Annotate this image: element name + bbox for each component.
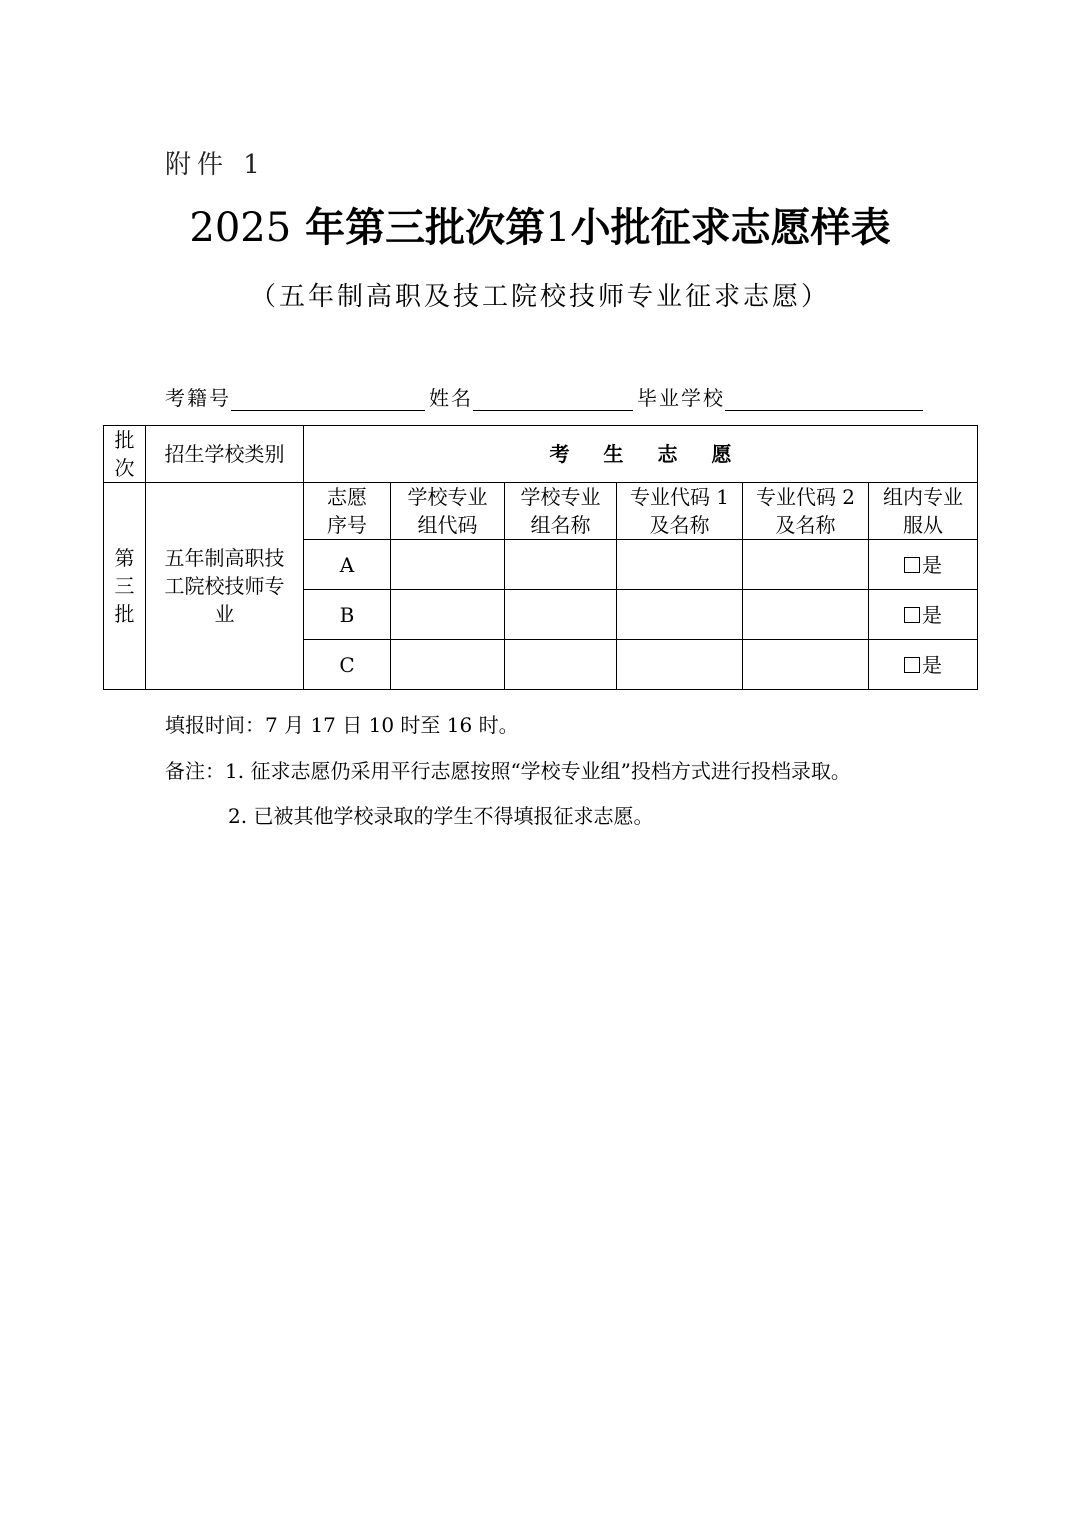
name-label: 姓名 (429, 386, 473, 410)
major2-cell[interactable] (743, 590, 869, 640)
obey-checkbox[interactable] (904, 557, 920, 573)
fill-time-note: 填报时间：7 月 17 日 10 时至 16 时。 (165, 713, 519, 737)
major2-header: 专业代码 2 及名称 (743, 483, 869, 540)
major2-cell[interactable] (743, 540, 869, 590)
obey-cell (869, 640, 978, 690)
wishes-header: 考生志愿 (304, 426, 978, 483)
seq-cell: C (304, 640, 391, 690)
category-value: 五年制高职技工院校技师专业 (146, 483, 304, 690)
batch-header: 批次 (104, 426, 146, 483)
remark-2: 2. 已被其他学校录取的学生不得填报征求志愿。 (228, 804, 654, 828)
group-name-cell[interactable] (505, 540, 617, 590)
group-name-header: 学校专业组名称 (505, 483, 617, 540)
major1-cell[interactable] (617, 640, 743, 690)
page-subtitle: （五年制高职及技工院校技师专业征求志愿） (249, 282, 830, 312)
graduation-school-field[interactable] (725, 386, 923, 411)
obey-label: 是 (922, 552, 943, 577)
attachment-label: 附件 1 (165, 150, 266, 180)
seq-header: 志愿序号 (304, 483, 391, 540)
group-code-cell[interactable] (391, 590, 505, 640)
group-code-cell[interactable] (391, 540, 505, 590)
wish-form-table (103, 425, 978, 690)
obey-checkbox[interactable] (904, 607, 920, 623)
category-header: 招生学校类别 (146, 426, 304, 483)
major2-cell[interactable] (743, 640, 869, 690)
obey-label: 是 (922, 652, 943, 677)
remark-1: 备注：1. 征求志愿仍采用平行志愿按照“学校专业组”投档方式进行投档录取。 (165, 759, 851, 783)
obey-header: 组内专业服从 (869, 483, 978, 540)
group-code-header: 学校专业组代码 (391, 483, 505, 540)
group-name-cell[interactable] (505, 640, 617, 690)
applicant-info-row (165, 381, 927, 411)
major1-cell[interactable] (617, 590, 743, 640)
title-number: 1 (545, 205, 571, 251)
major1-header: 专业代码 1 及名称 (617, 483, 743, 540)
seq-cell: A (304, 540, 391, 590)
title-year: 2025 (189, 205, 292, 251)
obey-checkbox[interactable] (904, 657, 920, 673)
title-rest: 小批征求志愿样表 (570, 204, 891, 251)
group-code-cell[interactable] (391, 640, 505, 690)
title-main: 年第三批次第 (305, 204, 546, 251)
group-name-cell[interactable] (505, 590, 617, 640)
batch-value: 第三批 (104, 483, 146, 690)
graduation-school-label: 毕业学校 (637, 386, 725, 410)
major1-cell[interactable] (617, 540, 743, 590)
exam-id-field[interactable] (231, 386, 425, 411)
exam-id-label: 考籍号 (165, 386, 231, 410)
obey-cell (869, 590, 978, 640)
obey-cell (869, 540, 978, 590)
obey-label: 是 (922, 602, 943, 627)
seq-cell: B (304, 590, 391, 640)
page-title (0, 196, 1080, 253)
name-field[interactable] (473, 386, 633, 411)
